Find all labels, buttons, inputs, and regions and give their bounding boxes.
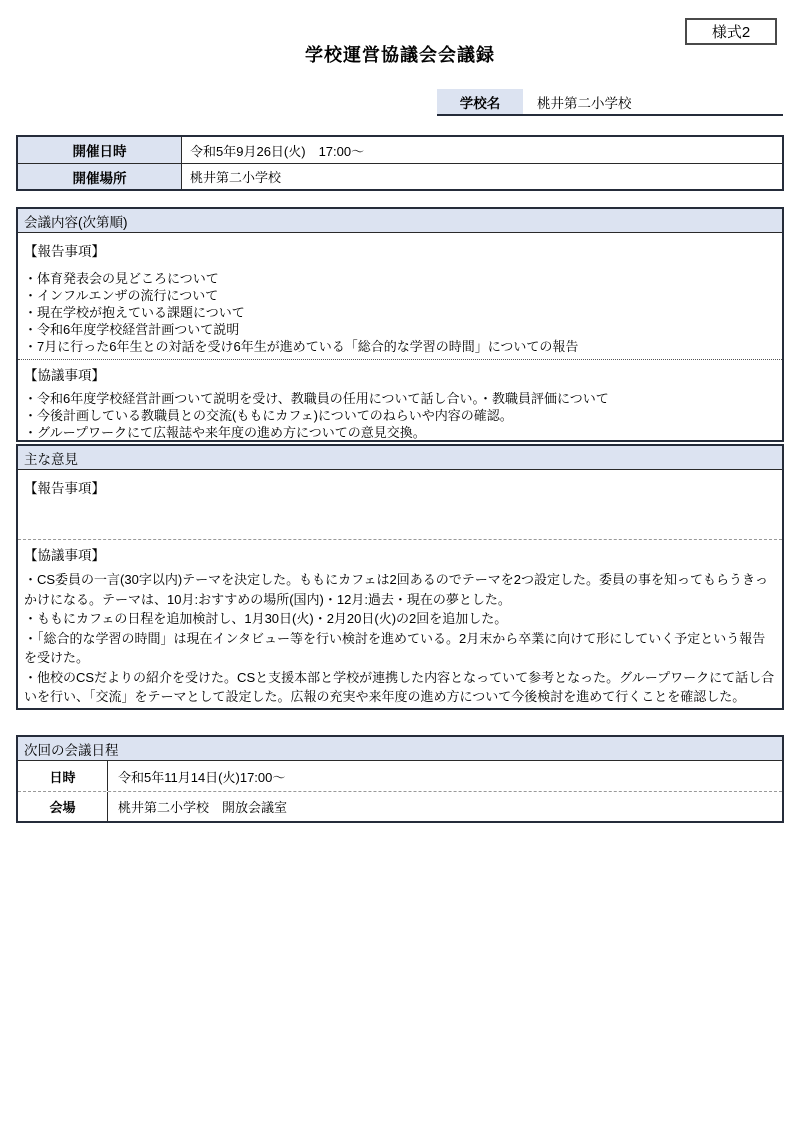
opinions-section-body (18, 470, 782, 707)
list-item: ・令和6年度学校経営計画ついて説明 (24, 322, 240, 337)
next-meeting-header: 次回の会議日程 (18, 737, 782, 761)
page-title: 学校運営協議会会議録 (305, 45, 495, 65)
list-item: ・今後計画している教職員との交流(ももにカフェ)についてのねらいや内容の確認。 (24, 408, 513, 423)
agenda-discussion-list (24, 390, 776, 441)
meeting-info-table (16, 135, 784, 191)
opinions-report-heading: 【報告事項】 (24, 481, 105, 496)
next-meeting-table (16, 735, 784, 823)
agenda-section-header: 会議内容(次第順) (18, 209, 782, 233)
table-row (18, 163, 782, 189)
meeting-place-label: 開催場所 (18, 164, 182, 189)
meeting-place-value: 桃井第二小学校 (190, 170, 282, 185)
agenda-section (16, 207, 784, 442)
list-item: ・体育発表会の見どころについて (24, 271, 219, 286)
list-item: ・「総合的な学習の時間」は現在インタビュー等を行い検討を進めている。2月末から卒業に向けて形にしていく予定という報告を受けた。 (24, 630, 766, 665)
list-item: ・インフルエンザの流行について (24, 288, 219, 303)
list-item: ・他校のCSだよりの紹介を受けた。CSと支援本部と学校が連携した内容となっていて参考となった。グループワークにて話し合いを行い、「交流」をテーマとして設定した。広報の充実や来年度の進め方について今後検討を進めて行くことを確認した。 (24, 669, 775, 704)
opinions-discussion-list (24, 570, 776, 707)
next-meeting-place-value: 桃井第二小学校 開放会議室 (118, 800, 288, 815)
section-divider (18, 539, 782, 540)
list-item: ・グループワークにて広報誌や来年度の進め方についての意見交換。 (24, 425, 426, 440)
school-name-value: 桃井第二小学校 (537, 95, 632, 111)
next-meeting-date-value: 令和5年11月14日(火)17:00～ (118, 769, 286, 785)
list-item: ・令和6年度学校経営計画ついて説明を受け、教職員の任用について話し合い。・教職員評価について (24, 391, 609, 406)
table-row (18, 791, 782, 821)
table-row (18, 137, 782, 163)
school-name-row (437, 89, 783, 116)
agenda-discussion-heading: 【協議事項】 (24, 368, 105, 383)
agenda-report-list (24, 270, 776, 355)
list-item: ・現在学校が抱えている課題について (24, 305, 245, 320)
opinions-discussion-heading: 【協議事項】 (24, 548, 105, 563)
list-item: ・7月に行った6年生との対話を受け6年生が進めている「総合的な学習の時間」についての報告 (24, 339, 579, 354)
list-item: ・ももにカフェの日程を追加検討し、1月30日(火)・2月20日(火)の2回を追加した。 (24, 611, 508, 626)
opinions-section (16, 444, 784, 710)
school-name-label: 学校名 (437, 89, 523, 114)
empty-report-area (24, 507, 776, 535)
opinions-section-header: 主な意見 (18, 446, 782, 470)
next-meeting-date-label: 日時 (18, 761, 108, 791)
meeting-date-value: 令和5年9月26日(火) 17:00～ (190, 143, 365, 159)
agenda-report-heading: 【報告事項】 (24, 244, 105, 259)
agenda-section-body (18, 233, 782, 441)
section-divider (18, 359, 782, 360)
table-row (18, 761, 782, 791)
meeting-date-label: 開催日時 (18, 137, 182, 163)
next-meeting-place-label: 会場 (18, 792, 108, 821)
form-number-label: 様式2 (711, 24, 751, 41)
list-item: ・CS委員の一言(30字以内)テーマを決定した。ももにカフェは2回あるのでテーマを2つ設定した。委員の事を知ってもらうきっかけになる。テーマは、10月:おすすめの場所(国内)・12月:過去・現在の夢とした。 (24, 572, 768, 607)
